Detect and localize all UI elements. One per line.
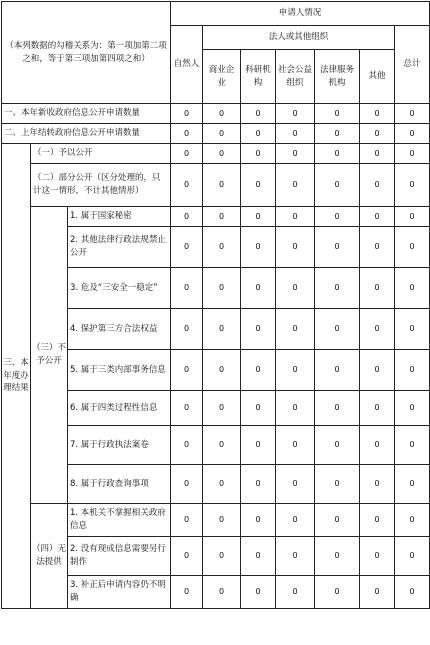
table-row [2, 124, 430, 144]
cell-research: 0 [241, 465, 276, 504]
cell-legal-service: 0 [315, 426, 360, 465]
cell-public-welfare: 0 [276, 576, 315, 609]
row-label: 3. 补正后申请内容仍不明确 [68, 576, 171, 609]
cell-total: 0 [395, 426, 430, 465]
cell-public-welfare: 0 [276, 144, 315, 164]
row-label: 2. 其他法律行政法规禁止公开 [68, 227, 171, 268]
cell-legal-service: 0 [315, 124, 360, 144]
cell-other: 0 [360, 465, 395, 504]
cell-legal-service: 0 [315, 576, 360, 609]
row-label: （二）部分公开（区分处理的，只计这一情形，不计其他情形） [31, 164, 171, 207]
cell-legal-service: 0 [315, 391, 360, 426]
cell-legal-service: 0 [315, 207, 360, 227]
row-label: 一、本年新收政府信息公开申请数量 [2, 104, 171, 124]
cell-total: 0 [395, 350, 430, 391]
row-label: 8. 属于行政查询事项 [68, 465, 171, 504]
cell-total: 0 [395, 268, 430, 309]
cell-natural-person: 0 [171, 268, 203, 309]
cell-research: 0 [241, 350, 276, 391]
cell-public-welfare: 0 [276, 268, 315, 309]
cell-natural-person: 0 [171, 350, 203, 391]
cell-public-welfare: 0 [276, 309, 315, 350]
row-label: 3. 危及“三安全一稳定” [68, 268, 171, 309]
cell-natural-person: 0 [171, 504, 203, 537]
row-label: （一）予以公开 [31, 144, 171, 164]
cell-total: 0 [395, 104, 430, 124]
header-legal-service: 法律服务机构 [315, 50, 360, 104]
cell-natural-person: 0 [171, 537, 203, 576]
row-label: 2. 没有现成信息需要另行制作 [68, 537, 171, 576]
cell-other: 0 [360, 537, 395, 576]
row-label: 4. 保护第三方合法权益 [68, 309, 171, 350]
cell-public-welfare: 0 [276, 391, 315, 426]
cell-other: 0 [360, 104, 395, 124]
cell-total: 0 [395, 537, 430, 576]
cell-legal-service: 0 [315, 164, 360, 207]
table-row [2, 164, 430, 207]
cell-other: 0 [360, 576, 395, 609]
cell-business: 0 [203, 124, 241, 144]
cell-business: 0 [203, 504, 241, 537]
cell-business: 0 [203, 227, 241, 268]
cell-business: 0 [203, 207, 241, 227]
cell-research: 0 [241, 164, 276, 207]
cell-total: 0 [395, 164, 430, 207]
table-row [2, 104, 430, 124]
cell-business: 0 [203, 537, 241, 576]
cell-public-welfare: 0 [276, 465, 315, 504]
cell-total: 0 [395, 207, 430, 227]
row-label: 1. 本机关不掌握相关政府信息 [68, 504, 171, 537]
cell-other: 0 [360, 426, 395, 465]
header-natural-person: 自然人 [171, 26, 203, 104]
cell-legal-service: 0 [315, 350, 360, 391]
header-other: 其他 [360, 50, 395, 104]
cell-business: 0 [203, 164, 241, 207]
cell-business: 0 [203, 465, 241, 504]
header-total: 总计 [395, 26, 430, 104]
cell-research: 0 [241, 576, 276, 609]
cell-natural-person: 0 [171, 227, 203, 268]
header-public-welfare: 社会公益组织 [276, 50, 315, 104]
unable-label: （四）无法提供 [31, 504, 68, 609]
cell-legal-service: 0 [315, 104, 360, 124]
cell-other: 0 [360, 144, 395, 164]
cell-research: 0 [241, 207, 276, 227]
cell-natural-person: 0 [171, 207, 203, 227]
cell-business: 0 [203, 104, 241, 124]
cell-research: 0 [241, 537, 276, 576]
cell-total: 0 [395, 124, 430, 144]
row-label: 6. 属于四类过程性信息 [68, 391, 171, 426]
cell-other: 0 [360, 164, 395, 207]
cell-legal-service: 0 [315, 144, 360, 164]
cell-research: 0 [241, 227, 276, 268]
cell-natural-person: 0 [171, 144, 203, 164]
cell-research: 0 [241, 504, 276, 537]
cell-total: 0 [395, 465, 430, 504]
cell-research: 0 [241, 124, 276, 144]
cell-public-welfare: 0 [276, 104, 315, 124]
cell-business: 0 [203, 309, 241, 350]
cell-total: 0 [395, 309, 430, 350]
header-business: 商业企业 [203, 50, 241, 104]
cell-natural-person: 0 [171, 465, 203, 504]
cell-natural-person: 0 [171, 104, 203, 124]
cell-legal-service: 0 [315, 309, 360, 350]
cell-research: 0 [241, 309, 276, 350]
header-note: （本列数据的勾稽关系为：第一项加第二项之和，等于第三项加第四项之和） [2, 2, 171, 104]
cell-other: 0 [360, 227, 395, 268]
table-row [2, 207, 430, 227]
cell-research: 0 [241, 426, 276, 465]
cell-business: 0 [203, 576, 241, 609]
cell-public-welfare: 0 [276, 207, 315, 227]
cell-public-welfare: 0 [276, 350, 315, 391]
cell-legal-service: 0 [315, 537, 360, 576]
cell-public-welfare: 0 [276, 537, 315, 576]
cell-total: 0 [395, 227, 430, 268]
cell-total: 0 [395, 576, 430, 609]
cell-other: 0 [360, 124, 395, 144]
cell-business: 0 [203, 426, 241, 465]
section-3-label: 三、本年度办理结果 [2, 144, 31, 609]
cell-natural-person: 0 [171, 391, 203, 426]
cell-research: 0 [241, 268, 276, 309]
cell-natural-person: 0 [171, 426, 203, 465]
cell-research: 0 [241, 144, 276, 164]
row-label: 7. 属于行政执法案卷 [68, 426, 171, 465]
cell-business: 0 [203, 350, 241, 391]
row-label: 5. 属于三类内部事务信息 [68, 350, 171, 391]
cell-research: 0 [241, 104, 276, 124]
cell-other: 0 [360, 268, 395, 309]
cell-natural-person: 0 [171, 576, 203, 609]
cell-business: 0 [203, 268, 241, 309]
cell-total: 0 [395, 504, 430, 537]
cell-public-welfare: 0 [276, 227, 315, 268]
not-disclosed-label: （三）不予公开 [31, 207, 68, 504]
cell-legal-service: 0 [315, 268, 360, 309]
row-label: 1. 属于国家秘密 [68, 207, 171, 227]
cell-other: 0 [360, 504, 395, 537]
cell-public-welfare: 0 [276, 164, 315, 207]
header-applicant: 申请人情况 [171, 2, 430, 26]
cell-business: 0 [203, 391, 241, 426]
header-legal-entity: 法人或其他组织 [203, 26, 395, 50]
row-label: 二、上年结转政府信息公开申请数量 [2, 124, 171, 144]
cell-public-welfare: 0 [276, 504, 315, 537]
cell-other: 0 [360, 350, 395, 391]
cell-legal-service: 0 [315, 465, 360, 504]
cell-natural-person: 0 [171, 164, 203, 207]
cell-total: 0 [395, 391, 430, 426]
cell-legal-service: 0 [315, 227, 360, 268]
cell-public-welfare: 0 [276, 426, 315, 465]
cell-total: 0 [395, 144, 430, 164]
header-research: 科研机构 [241, 50, 276, 104]
cell-other: 0 [360, 207, 395, 227]
cell-legal-service: 0 [315, 504, 360, 537]
cell-other: 0 [360, 309, 395, 350]
cell-other: 0 [360, 391, 395, 426]
cell-natural-person: 0 [171, 124, 203, 144]
cell-public-welfare: 0 [276, 124, 315, 144]
table-row [2, 504, 430, 537]
disclosure-statistics-table [1, 1, 430, 609]
cell-research: 0 [241, 391, 276, 426]
cell-business: 0 [203, 144, 241, 164]
table-row [2, 144, 430, 164]
cell-natural-person: 0 [171, 309, 203, 350]
